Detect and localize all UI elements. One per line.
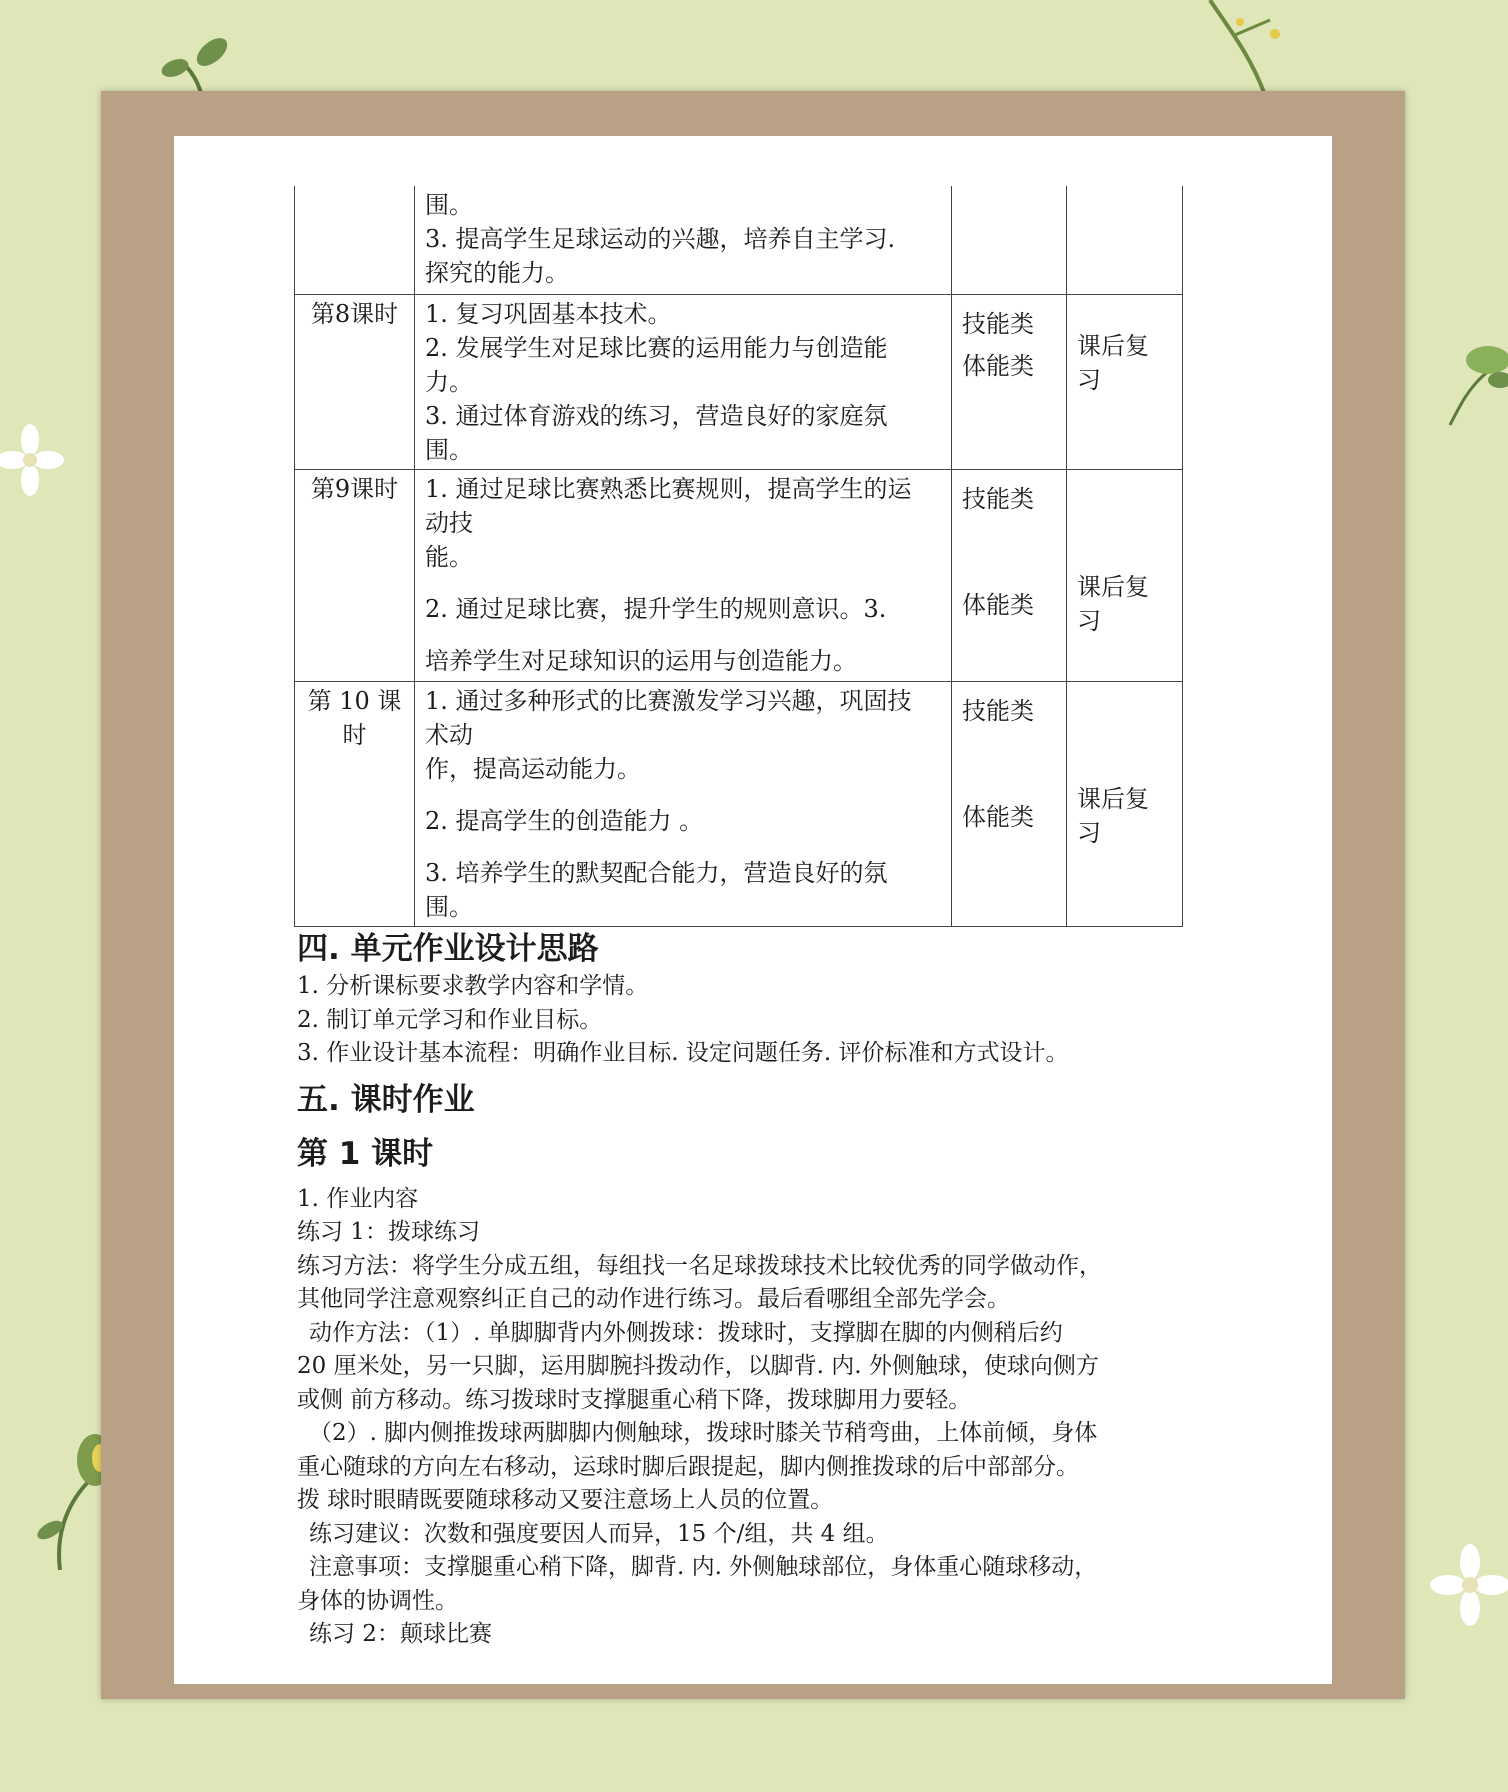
table-row [295,469,1183,681]
table-row [295,294,1183,469]
content-line: 2. 通过足球比赛，提升学生的规则意识。3. [425,594,887,623]
body-line: 练习 2：颠球比赛 [309,1621,492,1647]
type-fitness: 体能类 [962,590,1034,619]
body-line: 或侧 前方移动。练习拨球时支撑腿重心稍下降，拨球脚用力要轻。 [297,1386,972,1413]
body-line: 注意事项：支撑腿重心稍下降，脚背. 内. 外侧触球部位，身体重心随球移动， [309,1554,1098,1580]
content-line: 2. 提高学生的创造能力 。 [425,806,704,835]
content-line: 2. 发展学生对足球比赛的运用能力与创造能 [425,333,888,362]
type-fitness: 体能类 [962,802,1034,831]
content-line: 能。 [425,542,473,571]
type-cell [952,186,1067,294]
content-line: 围。 [425,435,473,464]
content-line: 1. 通过多种形式的比赛激发学习兴趣，巩固技 [425,686,912,715]
content-line: 1. 通过足球比赛熟悉比赛规则，提高学生的运 [425,474,912,503]
content-cell [415,469,952,681]
body-line: 身体的协调性。 [297,1587,458,1614]
section-4-item: 3. 作业设计基本流程：明确作业目标. 设定问题任务. 评价标准和方式设计。 [297,1040,1069,1066]
homework-cell: 课后复习 [1067,681,1183,926]
branch-decoration [1190,0,1300,95]
body-line: 动作方法：（1）. 单脚脚背内外侧拨球：拨球时，支撑脚在脚的内侧稍后约 [309,1319,1063,1346]
body-line: （2）. 脚内侧推拨球两脚脚内侧触球，拨球时膝关节稍弯曲，上体前倾，身体 [309,1420,1098,1446]
content-line: 3. 提高学生足球运动的兴趣，培养自主学习. [425,225,896,253]
body-line: 拨 球时眼睛既要随球移动又要注意场上人员的位置。 [297,1487,834,1513]
content-line: 围。 [425,191,473,219]
content-line: 作，提高运动能力。 [425,754,641,783]
section-4-item: 1. 分析课标要求教学内容和学情。 [297,973,649,999]
type-skill: 技能类 [962,696,1034,725]
type-cell [952,681,1067,926]
content-line: 培养学生对足球知识的运用与创造能力。 [425,646,857,675]
content-line: 动技 [425,508,473,537]
document-body [297,928,1197,1652]
content-cell [415,186,952,294]
content-line: 1. 复习巩固基本技术。 [425,299,672,328]
homework-cell [1067,186,1183,294]
flower-decoration-bottom [1430,1540,1508,1630]
bud-sprig-decoration [20,1420,110,1570]
type-fitness: 体能类 [962,351,1034,380]
section-4-item: 2. 制订单元学习和作业目标。 [297,1006,603,1033]
type-cell [952,469,1067,681]
lesson-cell: 第8课时 [295,294,415,469]
body-line: 练习方法：将学生分成五组，每组找一名足球拨球技术比较优秀的同学做动作， [297,1252,1102,1279]
content-line: 3. 通过体育游戏的练习，营造良好的家庭氛 [425,401,888,430]
leaf-decoration [1440,330,1508,430]
body-line: 20 厘米处，另一只脚，运用脚腕抖拨动作，以脚背. 内. 外侧触球，使球向侧方 [297,1353,1099,1379]
lesson-cell: 第9课时 [295,469,415,681]
flower-decoration [0,420,66,500]
body-line: 1. 作业内容 [297,1185,419,1212]
type-cell [952,294,1067,469]
section-5-title: 五. 课时作业 [297,1081,475,1118]
homework-cell: 课后复习 [1067,294,1183,469]
content-cell [415,681,952,926]
body-line: 练习建议：次数和强度要因人而异，15 个/组，共 4 组。 [309,1520,889,1547]
table-row [295,186,1183,294]
lesson-cell [295,186,415,294]
lesson-1-title: 第 1 课时 [297,1135,434,1172]
section-4-title: 四. 单元作业设计思路 [297,931,599,967]
body-line: 其他同学注意观察纠正自己的动作进行练习。最后看哪组全部先学会。 [297,1286,1010,1312]
homework-cell: 课后复习 [1067,469,1183,681]
content-line: 3. 培养学生的默契配合能力，营造良好的氛 [425,858,888,887]
content-line: 力。 [425,367,473,396]
content-line: 围。 [425,892,473,921]
content-cell [415,294,952,469]
type-skill: 技能类 [962,484,1034,513]
content-line: 探究的能力。 [425,259,569,287]
body-line: 练习 1：拨球练习 [297,1219,480,1245]
table-row [295,681,1183,926]
lesson-plan-table [294,186,1183,927]
body-line: 重心随球的方向左右移动，运球时脚后跟提起，脚内侧推拨球的后中部部分。 [297,1453,1079,1480]
lesson-cell: 第 10 课时 [295,681,415,926]
type-skill: 技能类 [962,309,1034,338]
content-line: 术动 [425,720,473,749]
